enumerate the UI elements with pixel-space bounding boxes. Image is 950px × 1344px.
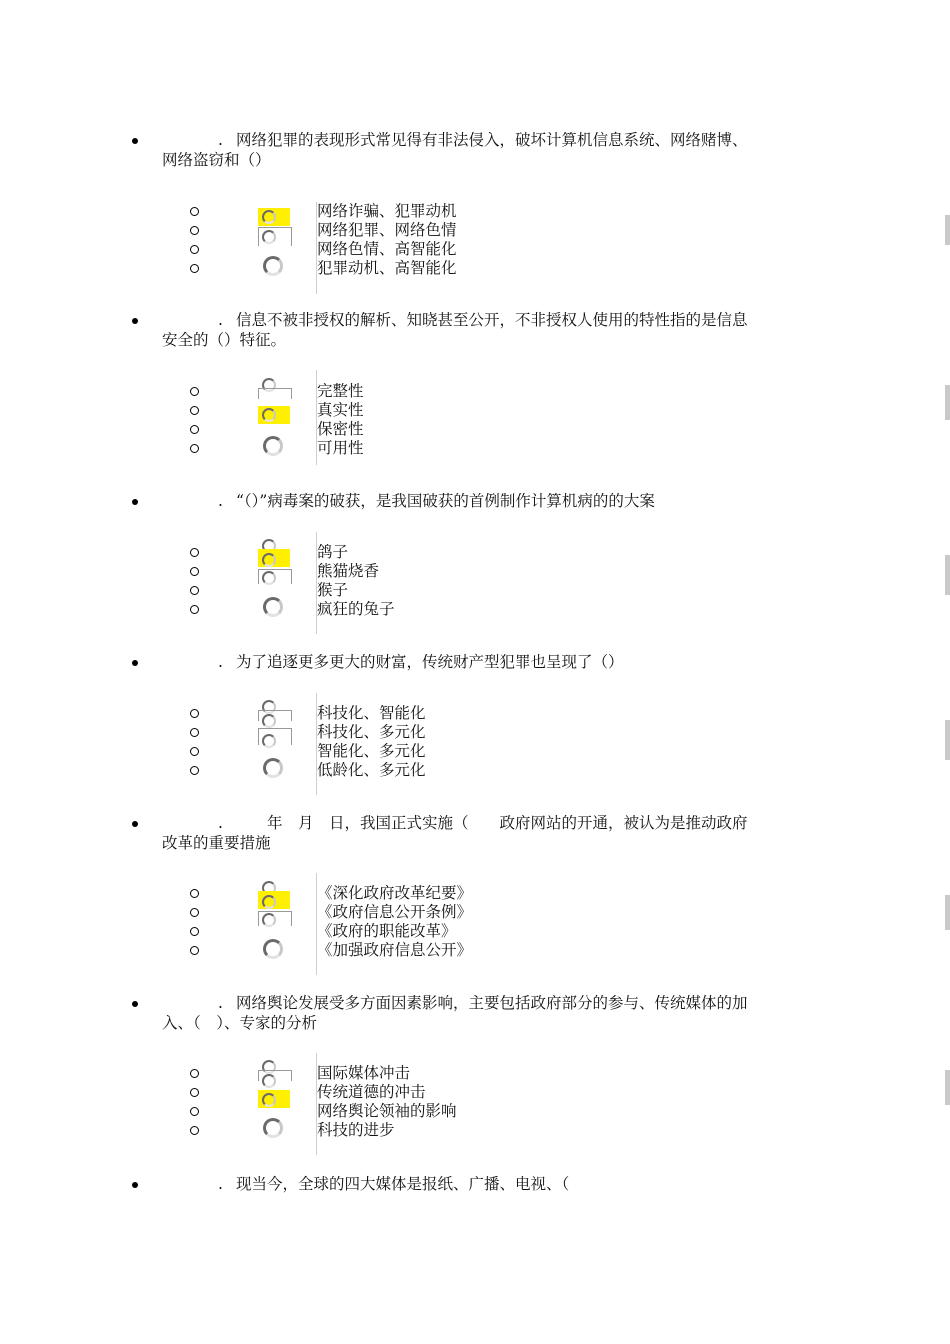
question-bullet — [132, 1182, 138, 1188]
option[interactable] — [0, 562, 700, 581]
question-text-continued: 改革的重要措施 — [162, 834, 271, 852]
option-label: 疯狂的兔子 — [317, 600, 395, 618]
option-label: 网络舆论领袖的影响 — [317, 1102, 457, 1120]
option[interactable] — [0, 202, 700, 221]
question-bullet — [132, 660, 138, 666]
option-bullet — [190, 387, 199, 396]
question-text: 年 月 日，我国正式实施（ 政府网站的开通，被认为是推动政府 — [236, 814, 748, 832]
option[interactable] — [0, 401, 700, 420]
option-bullet — [190, 586, 199, 595]
option-label: 科技的进步 — [317, 1121, 395, 1139]
option-label: 犯罪动机、高智能化 — [317, 259, 457, 277]
option-label: 国际媒体冲击 — [317, 1064, 411, 1082]
option-bullet — [190, 709, 199, 718]
option-bullet — [190, 1069, 199, 1078]
option-bullet — [190, 1107, 199, 1116]
option-label: 《加强政府信息公开》 — [317, 941, 473, 959]
question-text-continued: 网络盗窃和（） — [162, 151, 271, 169]
option[interactable] — [0, 1121, 700, 1140]
option[interactable] — [0, 600, 700, 619]
option[interactable] — [0, 439, 700, 458]
option-bullet — [190, 1088, 199, 1097]
option-bullet — [190, 264, 199, 273]
question-bullet — [132, 318, 138, 324]
option-bullet — [190, 425, 199, 434]
question-number-dot: . — [218, 653, 223, 671]
option[interactable] — [0, 742, 700, 761]
option-bullet — [190, 728, 199, 737]
question-number-dot: . — [218, 492, 223, 510]
option[interactable] — [0, 704, 700, 723]
option[interactable] — [0, 581, 700, 600]
option[interactable] — [0, 543, 700, 562]
option[interactable] — [0, 259, 700, 278]
option-label: 《政府的职能改革》 — [317, 922, 457, 940]
option-bullet — [190, 207, 199, 216]
question-bullet — [132, 499, 138, 505]
question-text: 网络犯罪的表现形式常见得有非法侵入，破坏计算机信息系统、网络赌博、 — [236, 131, 748, 149]
option-label: 保密性 — [317, 420, 364, 438]
question-text: 现当今，全球的四大媒体是报纸、广播、电视、（ — [236, 1175, 570, 1193]
option-bullet — [190, 406, 199, 415]
option-bullet — [190, 548, 199, 557]
option[interactable] — [0, 903, 700, 922]
option[interactable] — [0, 420, 700, 439]
option-bullet — [190, 908, 199, 917]
question-text: 为了追逐更多更大的财富，传统财产型犯罪也呈现了（） — [236, 653, 624, 671]
option-label: 网络色情、高智能化 — [317, 240, 457, 258]
option-label: 《深化政府改革纪要》 — [317, 884, 473, 902]
question-bullet — [132, 138, 138, 144]
option[interactable] — [0, 884, 700, 903]
option-bullet — [190, 605, 199, 614]
option[interactable] — [0, 240, 700, 259]
option-label: 科技化、智能化 — [317, 704, 426, 722]
option-label: 猴子 — [317, 581, 349, 599]
question-text: 信息不被非授权的解析、知晓甚至公开，不非授权人使用的特性指的是信息 — [236, 311, 748, 329]
question-bullet — [132, 821, 138, 827]
option-label: 传统道德的冲击 — [317, 1083, 426, 1101]
question-text-continued: 入、（ ）、专家的分析 — [162, 1014, 318, 1032]
page-edge-mark — [945, 215, 950, 245]
option-label: 完整性 — [317, 382, 364, 400]
option-label: 低龄化、多元化 — [317, 761, 426, 779]
question-number-dot: . — [218, 1175, 223, 1193]
option-label: 鸽子 — [317, 543, 349, 561]
option-label: 智能化、多元化 — [317, 742, 426, 760]
page-edge-mark — [945, 385, 950, 420]
option-label: 科技化、多元化 — [317, 723, 426, 741]
option[interactable] — [0, 761, 700, 780]
option-bullet — [190, 245, 199, 254]
question-number-dot: . — [218, 311, 223, 329]
option-label: 《政府信息公开条例》 — [317, 903, 473, 921]
option[interactable] — [0, 382, 700, 401]
option-label: 熊猫烧香 — [317, 562, 380, 580]
question-number-dot: . — [218, 131, 223, 149]
option[interactable] — [0, 1064, 700, 1083]
option-label: 网络犯罪、网络色情 — [317, 221, 457, 239]
option-label: 可用性 — [317, 439, 364, 457]
option[interactable] — [0, 723, 700, 742]
page-edge-mark — [945, 720, 950, 760]
option[interactable] — [0, 221, 700, 240]
page-edge-mark — [945, 1070, 950, 1105]
question-bullet — [132, 1001, 138, 1007]
option[interactable] — [0, 922, 700, 941]
option[interactable] — [0, 1102, 700, 1121]
option-bullet — [190, 1126, 199, 1135]
question-text-continued: 安全的（）特征。 — [162, 331, 287, 349]
option-bullet — [190, 567, 199, 576]
option-bullet — [190, 747, 199, 756]
question-text: 网络舆论发展受多方面因素影响，主要包括政府部分的参与、传统媒体的加 — [236, 994, 748, 1012]
option-bullet — [190, 226, 199, 235]
question-text: “（）”病毒案的破获，是我国破获的首例制作计算机病的的大案 — [236, 492, 655, 510]
option[interactable] — [0, 941, 700, 960]
page-edge-mark — [945, 895, 950, 930]
option-bullet — [190, 946, 199, 955]
option-bullet — [190, 766, 199, 775]
page-edge-mark — [945, 555, 950, 595]
option-label: 真实性 — [317, 401, 364, 419]
option[interactable] — [0, 1083, 700, 1102]
option-label: 网络诈骗、犯罪动机 — [317, 202, 457, 220]
option-bullet — [190, 927, 199, 936]
question-number-dot: . — [218, 814, 223, 832]
question-number-dot: . — [218, 994, 223, 1012]
option-bullet — [190, 444, 199, 453]
option-bullet — [190, 889, 199, 898]
